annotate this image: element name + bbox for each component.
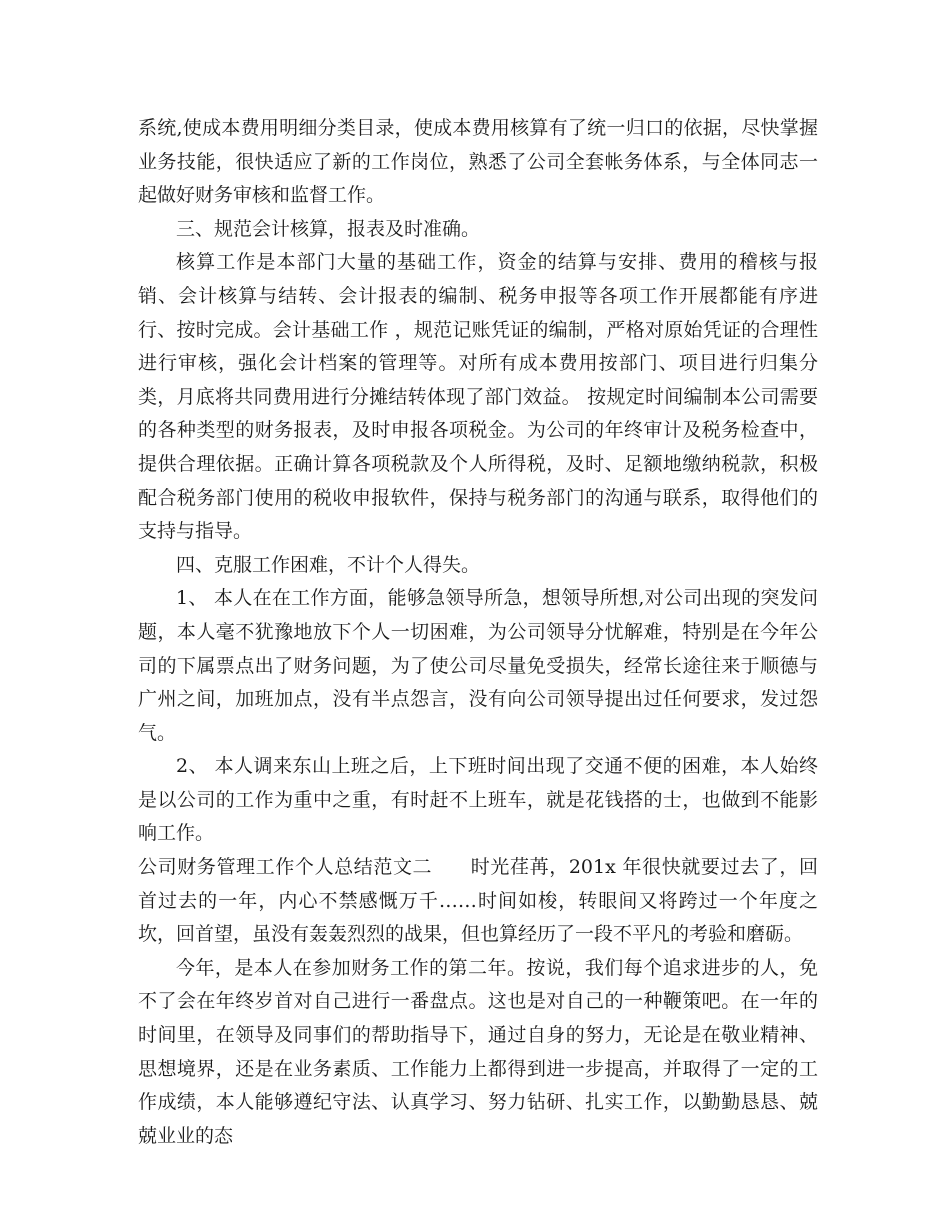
document-body	[138, 112, 818, 1153]
section-heading-4: 四、克服工作困难，不计个人得失。	[176, 553, 481, 576]
paragraph-accounting: 核算工作是本部门大量的基础工作，资金的结算与安排、费用的稽核与报销、会计核算与结转、会计报表的编制、税务申报等各项工作开展都能有序进行、按时完成。会计基础工作 ，规范记账凭证的编制，严格对原始凭证的合理性进行审核，强化会计档案的管理等。对所有成本费用按部门、项目进行归集分类，月底将共同费用进行分摊结转体现了部门效益。 按规定时间编制本公司需要的各种类型的财务报表，及时申报各项税金。为公司的年终审计及税务检查中，提供合理依据。正确计算各项税款及个人所得税，及时、足额地缴纳税款，积极配合税务部门使用的税收申报软件，保持与税务部门的沟通与联系，取得他们的支持与指导。	[138, 251, 818, 543]
paragraph-item-1: 1、 本人在在工作方面，能够急领导所急，想领导所想,对公司出现的突发问题，本人毫不犹豫地放下个人一切困难，为公司领导分忧解难，特别是在今年公司的下属票点出了财务问题，为了使公司尽量免受损失，经常长途往来于顺德与广州之间，加班加点，没有半点怨言，没有向公司领导提出过任何要求，发过怨气。	[138, 587, 818, 744]
paragraph-item-2: 2、 本人调来东山上班之后，上下班时间出现了交通不便的困难，本人始终是以公司的工作为重中之重，有时赶不上班车，就是花钱搭的士，也做到不能影响工作。	[138, 755, 818, 845]
paragraph-article-two	[138, 851, 818, 952]
article-opening: 时光荏苒，201x 年很快就要过去了，回首过去的一年，内心不禁感慨万千……时间如梭，转眼间又将跨过一个年度之坎，回首望，虽没有轰轰烈烈的战果，但也算经历了一段不平凡的考验和磨砺。	[138, 856, 818, 946]
article-title: 公司财务管理工作个人总结范文二	[138, 856, 433, 879]
paragraph-continuation: 系统,使成本费用明细分类目录，使成本费用核算有了统一归口的依据，尽快掌握业务技能，很快适应了新的工作岗位，熟悉了公司全套帐务体系，与全体同志一起做好财务审核和监督工作。	[138, 117, 818, 207]
section-heading-3: 三、规范会计核算，报表及时准确。	[176, 217, 481, 240]
paragraph-this-year: 今年，是本人在参加财务工作的第二年。按说，我们每个追求进步的人，免不了会在年终岁首对自己进行一番盘点。这也是对自己的一种鞭策吧。在一年的时间里，在领导及同事们的帮助指导下，通过自身的努力，无论是在敬业精神、思想境界，还是在业务素质、工作能力上都得到进一步提高，并取得了一定的工作成绩，本人能够遵纪守法、认真学习、努力钻研、扎实工作，以勤勤恳恳、兢兢业业的态	[138, 956, 818, 1147]
